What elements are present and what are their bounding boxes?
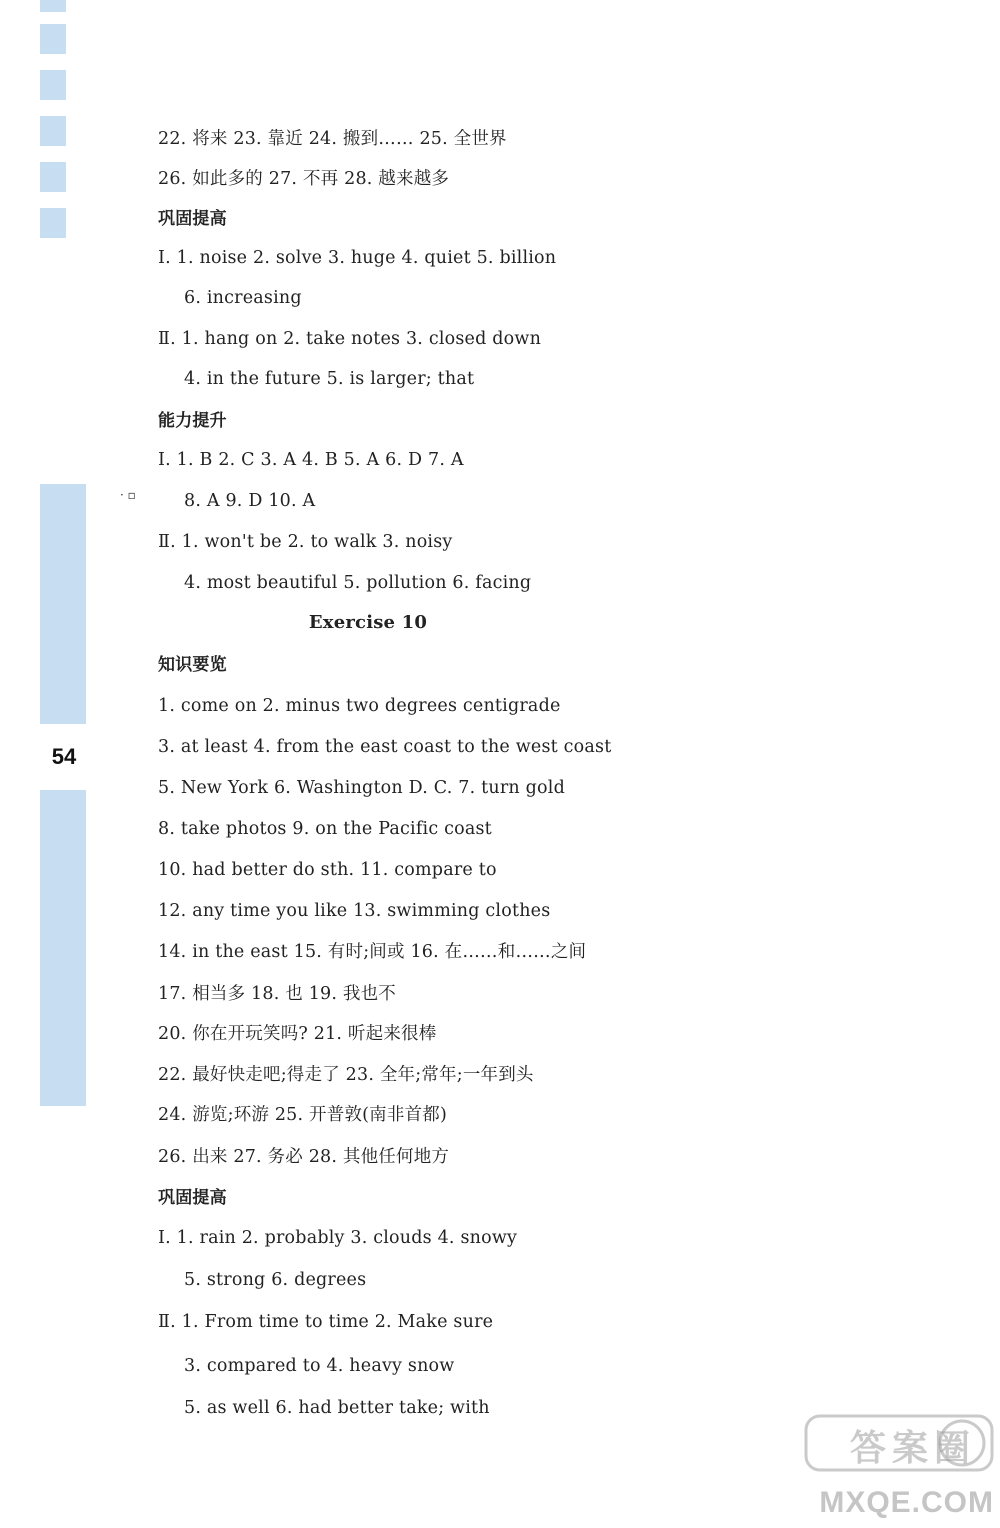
answer-line: 12. any time you like 13. swimming clothes xyxy=(158,901,551,921)
watermark-site: MXQE.COM xyxy=(819,1486,994,1519)
sidebar-tab-5 xyxy=(40,162,66,192)
section-heading: 巩固提高 xyxy=(158,1188,227,1208)
answer-line: Ⅰ. 1. B 2. C 3. A 4. B 5. A 6. D 7. A xyxy=(158,450,464,470)
sidebar-tab-3 xyxy=(40,70,66,100)
answer-line: Ⅱ. 1. From time to time 2. Make sure xyxy=(158,1312,494,1332)
answer-line: Ⅰ. 1. noise 2. solve 3. huge 4. quiet 5. billion xyxy=(158,248,557,268)
sidebar-tab-4 xyxy=(40,116,66,146)
section-heading: 知识要览 xyxy=(158,655,227,675)
answer-line: 4. in the future 5. is larger; that xyxy=(184,369,475,389)
watermark-logo-text: 答案圈 xyxy=(849,1428,976,1469)
answer-line: 1. come on 2. minus two degrees centigrade xyxy=(158,696,561,716)
answer-line: 5. New York 6. Washington D. C. 7. turn gold xyxy=(158,778,565,798)
answer-line: 20. 你在开玩笑吗? 21. 听起来很棒 xyxy=(158,1024,437,1044)
answer-line: Ⅱ. 1. hang on 2. take notes 3. closed down xyxy=(158,329,542,349)
section-heading: 巩固提高 xyxy=(158,209,227,229)
section-heading: 能力提升 xyxy=(158,411,227,431)
answer-line: 26. 如此多的 27. 不再 28. 越来越多 xyxy=(158,169,450,189)
scan-specks: · ▫ xyxy=(120,488,136,502)
answer-line: 14. in the east 15. 有时;间或 16. 在……和……之间 xyxy=(158,942,587,962)
answer-line: 22. 将来 23. 靠近 24. 搬到…… 25. 全世界 xyxy=(158,129,507,149)
sidebar-tab-2 xyxy=(40,24,66,54)
answer-line: 5. as well 6. had better take; with xyxy=(184,1398,490,1418)
answer-line: 5. strong 6. degrees xyxy=(184,1270,367,1290)
answer-line: 22. 最好快走吧;得走了 23. 全年;常年;一年到头 xyxy=(158,1065,534,1085)
answer-line: Ⅱ. 1. won't be 2. to walk 3. noisy xyxy=(158,532,453,552)
answer-line: 8. take photos 9. on the Pacific coast xyxy=(158,819,492,839)
sidebar-tab-6 xyxy=(40,208,66,238)
exercise-title: Exercise 10 xyxy=(308,612,428,633)
sidebar-tab-1 xyxy=(40,0,66,12)
page-number: 54 xyxy=(51,744,77,769)
sidebar-bar-upper xyxy=(40,484,86,724)
answer-line: Ⅰ. 1. rain 2. probably 3. clouds 4. snowy xyxy=(158,1228,518,1248)
answer-line: 17. 相当多 18. 也 19. 我也不 xyxy=(158,984,397,1004)
watermark xyxy=(804,1412,994,1520)
answer-line: 10. had better do sth. 11. compare to xyxy=(158,860,497,880)
sidebar-bar-lower xyxy=(40,790,86,1106)
answer-line: 24. 游览;环游 25. 开普敦(南非首都) xyxy=(158,1105,447,1125)
answer-line: 4. most beautiful 5. pollution 6. facing xyxy=(184,573,532,593)
answer-line: 3. at least 4. from the east coast to the west coast xyxy=(158,737,612,757)
answer-line: 6. increasing xyxy=(184,288,302,308)
answer-line: 8. A 9. D 10. A xyxy=(184,491,316,511)
answer-line: 26. 出来 27. 务必 28. 其他任何地方 xyxy=(158,1147,450,1167)
answer-line: 3. compared to 4. heavy snow xyxy=(184,1356,455,1376)
